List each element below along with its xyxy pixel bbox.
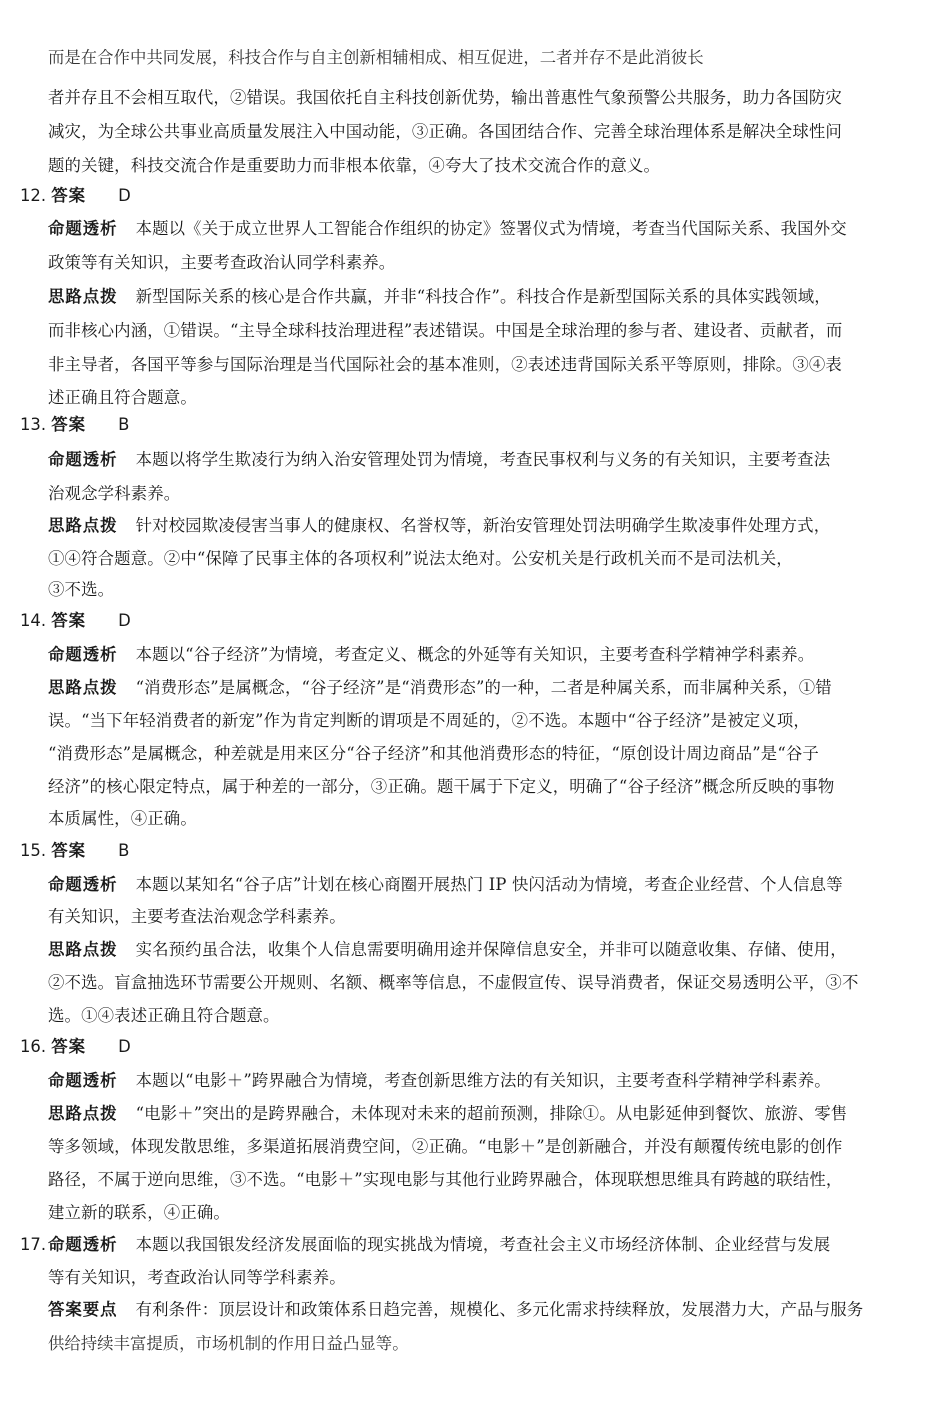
key-points-label: 答案要点	[48, 1300, 118, 1319]
q15-thinking: 思路点拨 实名预约虽合法，收集个人信息需要明确用途并保障信息安全，并非可以随意收集、存储、使用，	[48, 940, 847, 959]
q16-number: 16.	[20, 1037, 47, 1056]
q14-number: 14.	[20, 611, 47, 630]
q12-answer-value: D	[118, 186, 131, 205]
q17-number: 17.	[20, 1235, 47, 1254]
cut-off-top-line: 而是在合作中共同发展，科技合作与自主创新相辅相成、相互促进，二者并存不是此消彼长	[48, 48, 704, 67]
q12-number: 12.	[20, 186, 47, 205]
q17-analysis-row	[20, 1235, 46, 1255]
q12-thinking: 思路点拨 新型国际关系的核心是合作共赢，并非“科技合作”。科技合作是新型国际关系的具体实践领域，	[48, 287, 831, 306]
q14-thinking-cont-4: 本质属性，④正确。	[48, 809, 197, 828]
answer-label: 答案	[51, 841, 87, 860]
q13-thinking-cont-1: ①④符合题意。②中“保障了民事主体的各项权利”说法太绝对。公安机关是行政机关而不是司法机关，	[48, 549, 793, 568]
q15-number: 15.	[20, 841, 47, 860]
q16-thinking-cont-2: 路径，不属于逆向思维，③不选。“电影＋”实现电影与其他行业跨界融合，体现联想思维具有跨越的联结性，	[48, 1170, 843, 1189]
q15-thinking-cont-2: 选。①④表述正确且符合题意。	[48, 1006, 280, 1025]
answer-label: 答案	[51, 415, 87, 434]
analysis-label: 命题透析	[48, 1071, 118, 1090]
q14-answer-value: D	[118, 611, 131, 630]
q16-analysis: 命题透析 本题以“电影＋”跨界融合为情境，考查创新思维方法的有关知识，主要考查科学精神学科素养。	[48, 1071, 831, 1090]
analysis-label: 命题透析	[48, 875, 118, 894]
thinking-label: 思路点拨	[48, 1104, 118, 1123]
q13-thinking: 思路点拨 针对校园欺凌侵害当事人的健康权、名誉权等，新治安管理处罚法明确学生欺凌事件处理方式，	[48, 516, 831, 535]
q14-answer-row	[20, 611, 131, 631]
q13-analysis: 命题透析 本题以将学生欺凌行为纳入治安管理处罚为情境，考查民事权利与义务的有关知识，主要考查法	[48, 450, 831, 469]
q12-thinking-cont-3: 述正确且符合题意。	[48, 388, 197, 407]
q12-thinking-cont-1: 而非核心内涵，①错误。“主导全球科技治理进程”表述错误。中国是全球治理的参与者、建设者、贡献者，而	[48, 321, 843, 340]
q17-analysis-cont: 等有关知识，考查政治认同等学科素养。	[48, 1268, 346, 1287]
q14-thinking: 思路点拨 “消费形态”是属概念，“谷子经济”是“消费形态”的一种，二者是种属关系，而非属种关系，①错	[48, 678, 832, 697]
q13-thinking-cont-2: ③不选。	[48, 580, 115, 599]
q12-analysis: 命题透析 本题以《关于成立世界人工智能合作组织的协定》签署仪式为情境，考查当代国际关系、我国外交	[48, 219, 847, 238]
analysis-label: 命题透析	[48, 450, 118, 469]
q14-thinking-cont-2: “消费形态”是属概念，种差就是用来区分“谷子经济”和其他消费形态的特征，“原创设计周边商品”是“谷子	[48, 744, 819, 763]
q13-analysis-cont: 治观念学科素养。	[48, 484, 181, 503]
q14-thinking-cont-1: 误。“当下年轻消费者的新宠”作为肯定判断的谓项是不周延的，②不选。本题中“谷子经济”是被定义项，	[48, 711, 810, 730]
q13-number: 13.	[20, 415, 47, 434]
q14-thinking-cont-3: 经济”的核心限定特点，属于种差的一部分，③正确。题干属于下定义，明确了“谷子经济”概念所反映的事物	[48, 777, 835, 796]
q14-analysis: 命题透析 本题以“谷子经济”为情境，考查定义、概念的外延等有关知识，主要考查科学精神学科素养。	[48, 645, 815, 664]
answer-label: 答案	[51, 611, 87, 630]
intro-line-3: 题的关键，科技交流合作是重要助力而非根本依靠，④夸大了技术交流合作的意义。	[48, 156, 661, 175]
q13-answer-value: B	[118, 415, 130, 434]
q17-key-points: 答案要点 有利条件：顶层设计和政策体系日趋完善，规模化、多元化需求持续释放，发展潜力大，产品与服务	[48, 1300, 864, 1319]
q15-analysis-cont: 有关知识，主要考查法治观念学科素养。	[48, 907, 346, 926]
q15-thinking-cont-1: ②不选。盲盒抽选环节需要公开规则、名额、概率等信息，不虚假宣传、误导消费者，保证交易透明公平，③不	[48, 973, 859, 992]
q17-analysis: 命题透析 本题以我国银发经济发展面临的现实挑战为情境，考查社会主义市场经济体制、企业经营与发展	[48, 1235, 831, 1254]
answer-label: 答案	[51, 1037, 87, 1056]
q12-answer-row	[20, 186, 131, 206]
thinking-label: 思路点拨	[48, 678, 118, 697]
cut-off-bottom-line: 供给持续丰富提质，市场机制的作用日益凸显等。	[48, 1334, 409, 1353]
answer-label: 答案	[51, 186, 87, 205]
q16-answer-row	[20, 1037, 131, 1057]
q16-thinking-cont-1: 等多领域，体现发散思维，多渠道拓展消费空间，②正确。“电影＋”是创新融合，并没有颠覆传统电影的创作	[48, 1137, 843, 1156]
q12-thinking-cont-2: 非主导者，各国平等参与国际治理是当代国际社会的基本准则，②表述违背国际关系平等原则，排除。③④表	[48, 355, 842, 374]
thinking-label: 思路点拨	[48, 516, 118, 535]
q15-analysis: 命题透析 本题以某知名“谷子店”计划在核心商圈开展热门 IP 快闪活动为情境，考查企业经营、个人信息等	[48, 875, 843, 894]
q12-analysis-cont: 政策等有关知识，主要考查政治认同学科素养。	[48, 253, 396, 272]
q16-thinking-cont-3: 建立新的联系，④正确。	[48, 1203, 230, 1222]
analysis-label: 命题透析	[48, 1235, 118, 1254]
q15-answer-value: B	[118, 841, 130, 860]
intro-line-2: 减灾，为全球公共事业高质量发展注入中国动能，③正确。各国团结合作、完善全球治理体系是解决全球性问	[48, 122, 842, 141]
q15-answer-row	[20, 841, 129, 861]
q16-answer-value: D	[118, 1037, 131, 1056]
intro-line-1: 者并存且不会相互取代，②错误。我国依托自主科技创新优势，输出普惠性气象预警公共服务，助力各国防灾	[48, 88, 842, 107]
thinking-label: 思路点拨	[48, 940, 118, 959]
q13-answer-row	[20, 415, 129, 435]
analysis-label: 命题透析	[48, 219, 118, 238]
analysis-label: 命题透析	[48, 645, 118, 664]
thinking-label: 思路点拨	[48, 287, 118, 306]
q16-thinking: 思路点拨 “电影＋”突出的是跨界融合，未体现对未来的超前预测，排除①。从电影延伸到餐饮、旅游、零售	[48, 1104, 848, 1123]
